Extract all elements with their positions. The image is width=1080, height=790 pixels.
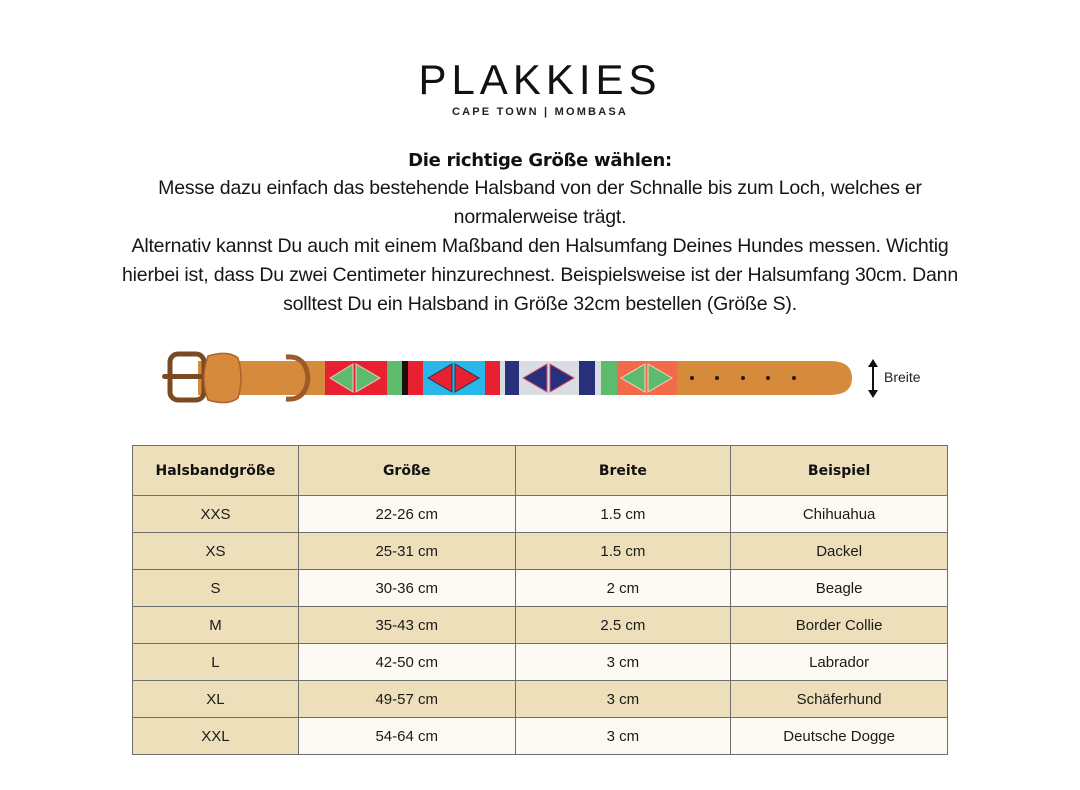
cell-example: Dackel	[731, 533, 948, 570]
cell-example: Schäferhund	[731, 681, 948, 718]
size-table	[132, 445, 948, 755]
width-arrow-icon	[868, 359, 878, 398]
cell-range: 22-26 cm	[298, 496, 515, 533]
cell-range: 25-31 cm	[298, 533, 515, 570]
cell-size: XL	[133, 681, 299, 718]
brand-logo	[0, 58, 1080, 118]
header-size: Größe	[298, 446, 515, 496]
cell-example: Beagle	[731, 570, 948, 607]
cell-range: 54-64 cm	[298, 718, 515, 755]
cell-example: Deutsche Dogge	[731, 718, 948, 755]
cell-size: M	[133, 607, 299, 644]
table-row	[133, 570, 948, 607]
table-header-row	[133, 446, 948, 496]
cell-width: 2.5 cm	[515, 607, 731, 644]
table-row	[133, 681, 948, 718]
cell-size: S	[133, 570, 299, 607]
table-row	[133, 644, 948, 681]
cell-size: L	[133, 644, 299, 681]
sizing-instructions	[80, 148, 1000, 319]
instructions-heading: Die richtige Größe wählen:	[408, 150, 672, 171]
cell-range: 30-36 cm	[298, 570, 515, 607]
cell-size: XXL	[133, 718, 299, 755]
cell-width: 3 cm	[515, 644, 731, 681]
cell-example: Border Collie	[731, 607, 948, 644]
cell-range: 35-43 cm	[298, 607, 515, 644]
header-example: Beispiel	[731, 446, 948, 496]
cell-width: 1.5 cm	[515, 496, 731, 533]
cell-example: Labrador	[731, 644, 948, 681]
cell-range: 42-50 cm	[298, 644, 515, 681]
cell-width: 1.5 cm	[515, 533, 731, 570]
header-collar-size: Halsbandgröße	[133, 446, 299, 496]
instructions-line: Messe dazu einfach das bestehende Halsband von der Schnalle bis zum Loch, welches er	[158, 177, 922, 199]
table-row	[133, 718, 948, 755]
brand-tagline: CAPE TOWN | MOMBASA	[451, 106, 629, 118]
cell-example: Chihuahua	[731, 496, 948, 533]
cell-width: 3 cm	[515, 718, 731, 755]
width-label: Breite	[884, 369, 921, 385]
cell-size: XXS	[133, 496, 299, 533]
cell-range: 49-57 cm	[298, 681, 515, 718]
instructions-line: hierbei ist, dass Du zwei Centimeter hinzurechnest. Beispielsweise ist der Halsumfang 30cm. Dann	[122, 264, 958, 286]
cell-size: XS	[133, 533, 299, 570]
instructions-line: solltest Du ein Halsband in Größe 32cm bestellen (Größe S).	[283, 293, 797, 315]
table-row	[133, 607, 948, 644]
brand-name: PLAKKIES	[418, 56, 662, 103]
cell-width: 3 cm	[515, 681, 731, 718]
collar-illustration	[158, 348, 938, 410]
table-row	[133, 496, 948, 533]
table-row	[133, 533, 948, 570]
cell-width: 2 cm	[515, 570, 731, 607]
instructions-line: Alternativ kannst Du auch mit einem Maßband den Halsumfang Deines Hundes messen. Wichtig	[131, 235, 949, 257]
header-width: Breite	[515, 446, 731, 496]
instructions-line: normalerweise trägt.	[453, 206, 627, 228]
